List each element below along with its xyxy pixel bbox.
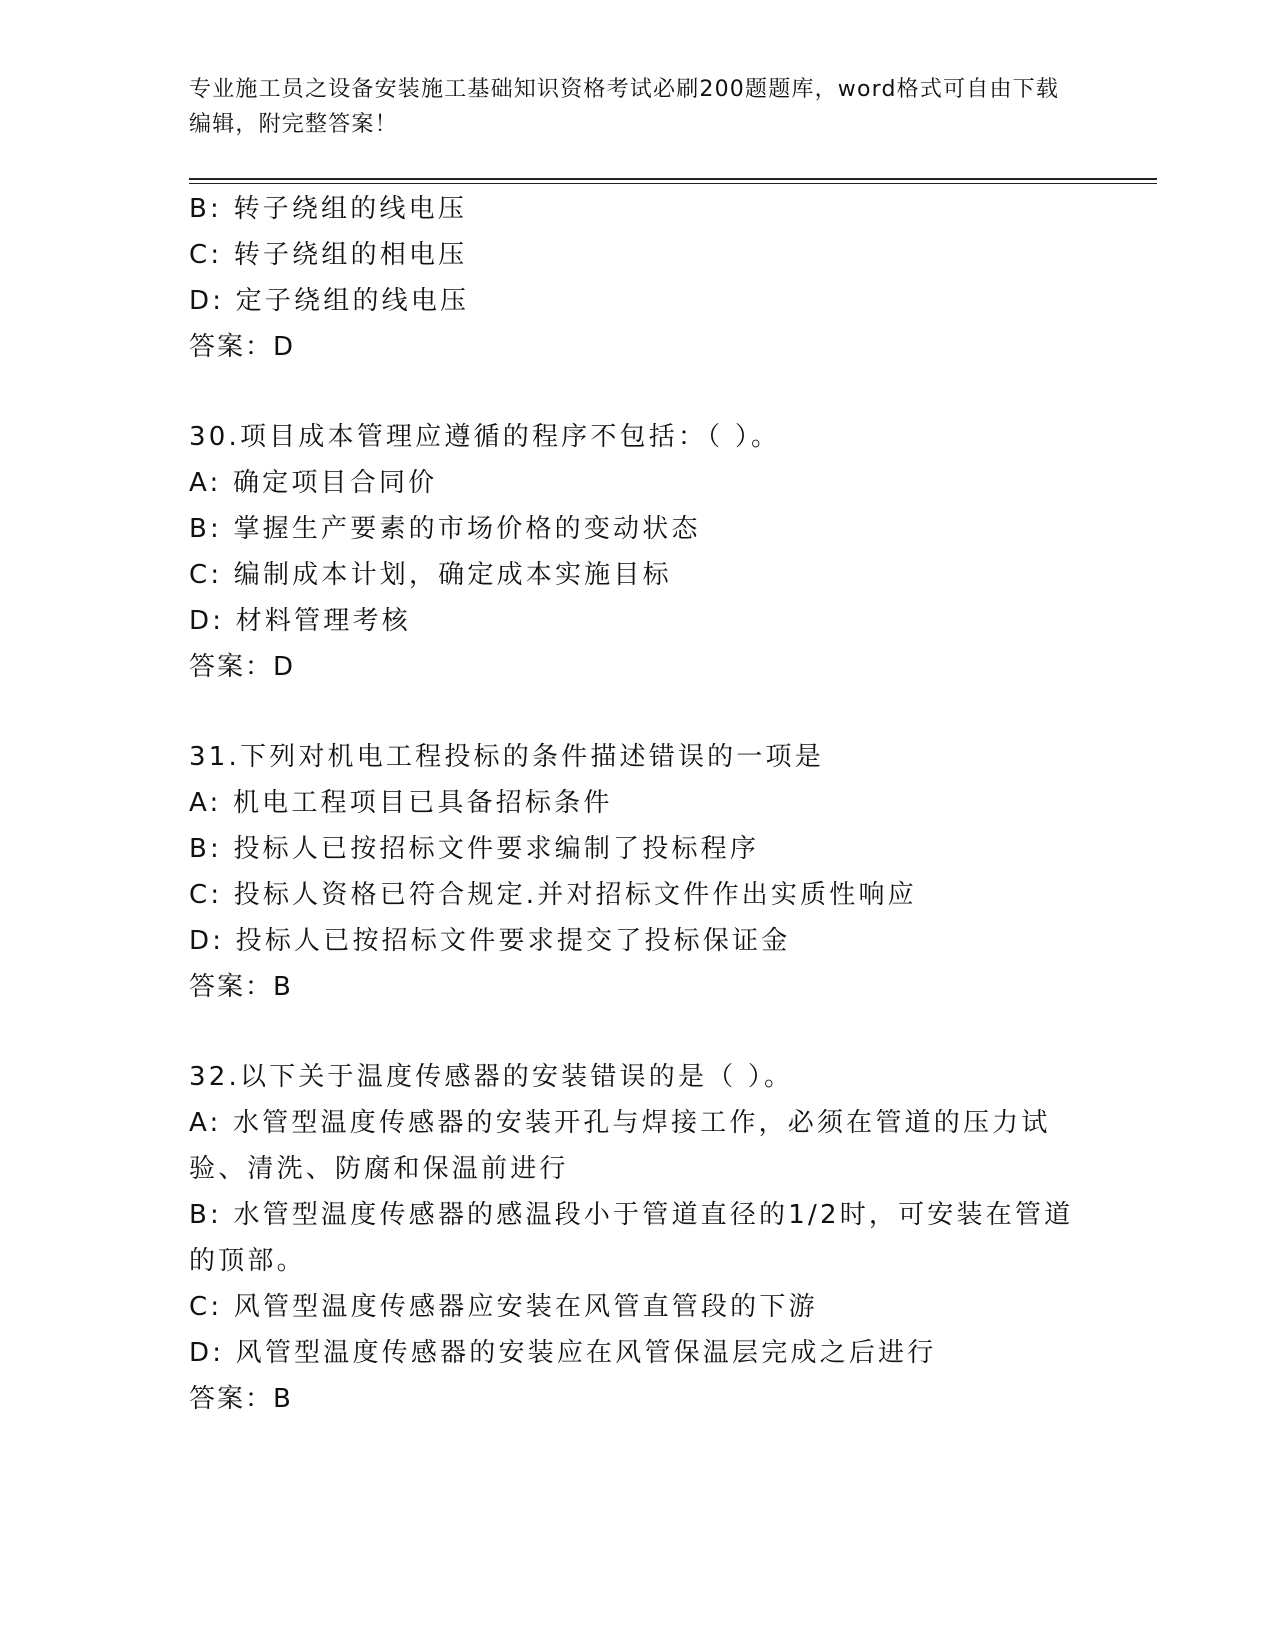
option-c: C: 编制成本计划，确定成本实施目标	[189, 560, 672, 590]
question-title-32	[189, 1054, 1089, 1100]
question-gap	[189, 370, 1089, 414]
question-block-31	[189, 734, 1089, 1010]
question-text: 以下关于温度传感器的安装错误的是（ ）。	[239, 1062, 794, 1092]
question-block-partial	[189, 186, 1089, 370]
option-d: D: 风管型温度传感器的安装应在风管保温层完成之后进行	[189, 1338, 937, 1368]
question-number: 30.	[189, 422, 240, 452]
header-divider	[189, 178, 1157, 186]
option-a: A: 确定项目合同价	[189, 468, 438, 498]
header-divider-line-top	[189, 178, 1157, 180]
question-text: 项目成本管理应遵循的程序不包括：（ ）。	[239, 422, 781, 452]
option-a: A: 机电工程项目已具备招标条件	[189, 788, 613, 818]
answer-label: 答案：B	[189, 1384, 293, 1414]
option-a: A: 水管型温度传感器的安装开孔与焊接工作，必须在管道的压力试验、清洗、防腐和保温前进行	[189, 1108, 1051, 1184]
question-gap	[189, 690, 1089, 734]
option-c: C: 转子绕组的相电压	[189, 240, 468, 270]
question-gap	[189, 1010, 1089, 1054]
question-block-30	[189, 414, 1089, 690]
question-number: 32.	[189, 1062, 240, 1092]
header-divider-line-bottom	[189, 183, 1157, 184]
option-b: B: 水管型温度传感器的感温段小于管道直径的1/2时，可安装在管道的顶部。	[189, 1200, 1074, 1276]
question-block-32	[189, 1054, 1089, 1422]
option-b: B: 掌握生产要素的市场价格的变动状态	[189, 514, 701, 544]
option-b: B: 转子绕组的线电压	[189, 194, 468, 224]
option-d: D: 投标人已按招标文件要求提交了投标保证金	[189, 926, 791, 956]
question-title-31	[189, 734, 1089, 780]
answer-label: 答案：D	[189, 652, 296, 682]
document-header: 专业施工员之设备安装施工基础知识资格考试必刷200题题库，word格式可自由下载编辑，附完整答案！	[189, 77, 1060, 137]
question-text: 下列对机电工程投标的条件描述错误的一项是	[239, 742, 824, 772]
question-content	[189, 186, 1089, 1422]
question-number: 31.	[189, 742, 240, 772]
option-d: D: 材料管理考核	[189, 606, 411, 636]
option-d: D: 定子绕组的线电压	[189, 286, 470, 316]
answer-label: 答案：B	[189, 972, 293, 1002]
option-c: C: 风管型温度传感器应安装在风管直管段的下游	[189, 1292, 818, 1322]
option-b: B: 投标人已按招标文件要求编制了投标程序	[189, 834, 760, 864]
option-c: C: 投标人资格已符合规定.并对招标文件作出实质性响应	[189, 880, 917, 910]
question-title-30	[189, 414, 1089, 460]
answer-label: 答案：D	[189, 332, 296, 362]
